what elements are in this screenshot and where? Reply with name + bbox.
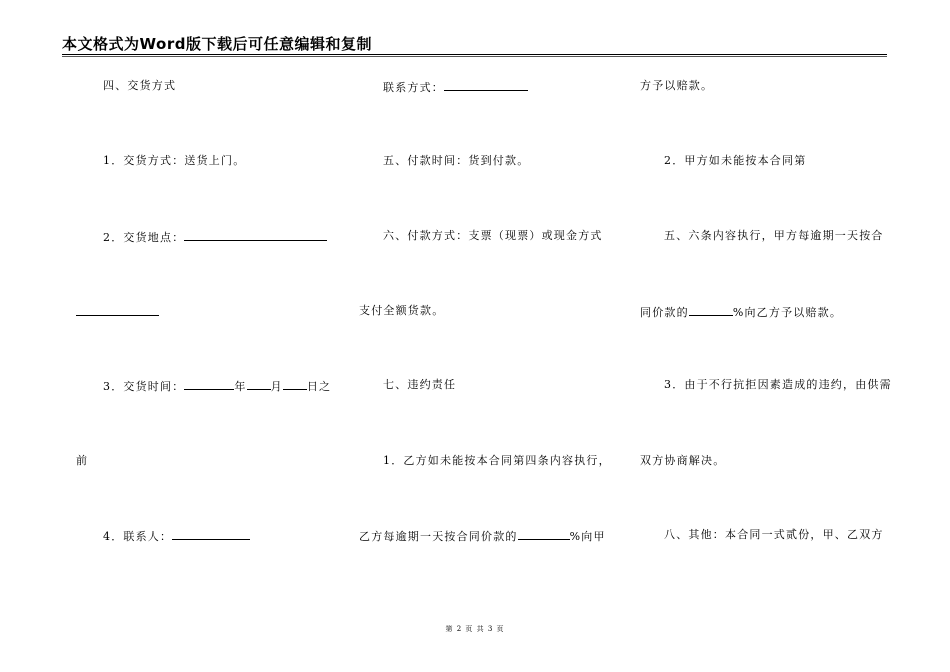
party-a-penalty-text: 同价款的 [640, 306, 689, 319]
col3-line-compensation: 方予以赔款。 [640, 79, 714, 92]
delivery-place-label: 2．交货地点： [103, 231, 185, 244]
party-a-penalty-blank [689, 304, 733, 316]
delivery-place-blank-continued [76, 304, 159, 316]
col1-line-delivery-mode: 1．交货方式：送货上门。 [103, 154, 246, 167]
col3-line-negotiation: 双方协商解决。 [640, 454, 726, 467]
contact-person-label: 4．联系人： [103, 530, 173, 543]
delivery-year-label: 年 [234, 380, 247, 393]
header-divider [62, 54, 887, 55]
party-b-penalty-suffix: %向甲 [569, 530, 606, 543]
col1-line-delivery-method-heading: 四、交货方式 [103, 79, 177, 92]
contact-info-label: 联系方式： [383, 81, 444, 94]
delivery-month-blank [247, 378, 271, 390]
col3-line-party-a-clauses: 五、六条内容执行，甲方每逾期一天按合 [664, 229, 884, 242]
col1-line-before: 前 [76, 454, 89, 467]
col3-line-party-a-breach: 2．甲方如未能按本合同第 [664, 154, 807, 167]
delivery-time-label: 3．交货时间： [103, 380, 185, 393]
page-header-title: 本文格式为Word版下载后可任意编辑和复制 [62, 35, 372, 53]
col2-line-contact-info [383, 79, 528, 95]
party-b-penalty-text: 乙方每逾期一天按合同价款的 [359, 530, 518, 543]
col3-line-other-terms: 八、其他：本合同一式贰份，甲、乙双方 [664, 528, 884, 541]
page-footer-number: 第 2 页 共 3 页 [445, 625, 505, 633]
delivery-place-blank [184, 229, 327, 241]
col3-line-party-a-penalty [640, 304, 842, 320]
col2-line-payment-time: 五、付款时间：货到付款。 [383, 154, 530, 167]
col1-line-delivery-time [103, 378, 331, 394]
delivery-day-blank [283, 378, 307, 390]
col2-line-payment-method: 六、付款方式：支票（现票）或现金方式 [383, 229, 603, 242]
col1-line-delivery-place [103, 229, 327, 245]
contact-person-blank [172, 528, 250, 540]
party-b-penalty-blank [518, 528, 570, 540]
col1-line-delivery-place-blank2 [76, 304, 159, 320]
header-divider-secondary [62, 56, 887, 57]
party-a-penalty-suffix: %向乙方予以赔款。 [732, 306, 843, 319]
delivery-month-label: 月 [270, 380, 283, 393]
col2-line-party-b-penalty [359, 528, 606, 544]
delivery-year-blank [184, 378, 234, 390]
col2-line-party-b-breach: 1．乙方如未能按本合同第四条内容执行， [383, 454, 611, 467]
col3-line-force-majeure: 3．由于不行抗拒因素造成的违约，由供需 [664, 378, 892, 391]
contact-info-blank [444, 79, 528, 91]
col2-line-breach-heading: 七、违约责任 [383, 378, 457, 391]
col1-line-contact-person [103, 528, 250, 544]
delivery-day-label: 日之 [306, 380, 332, 393]
col2-line-full-payment: 支付全额货款。 [359, 304, 445, 317]
